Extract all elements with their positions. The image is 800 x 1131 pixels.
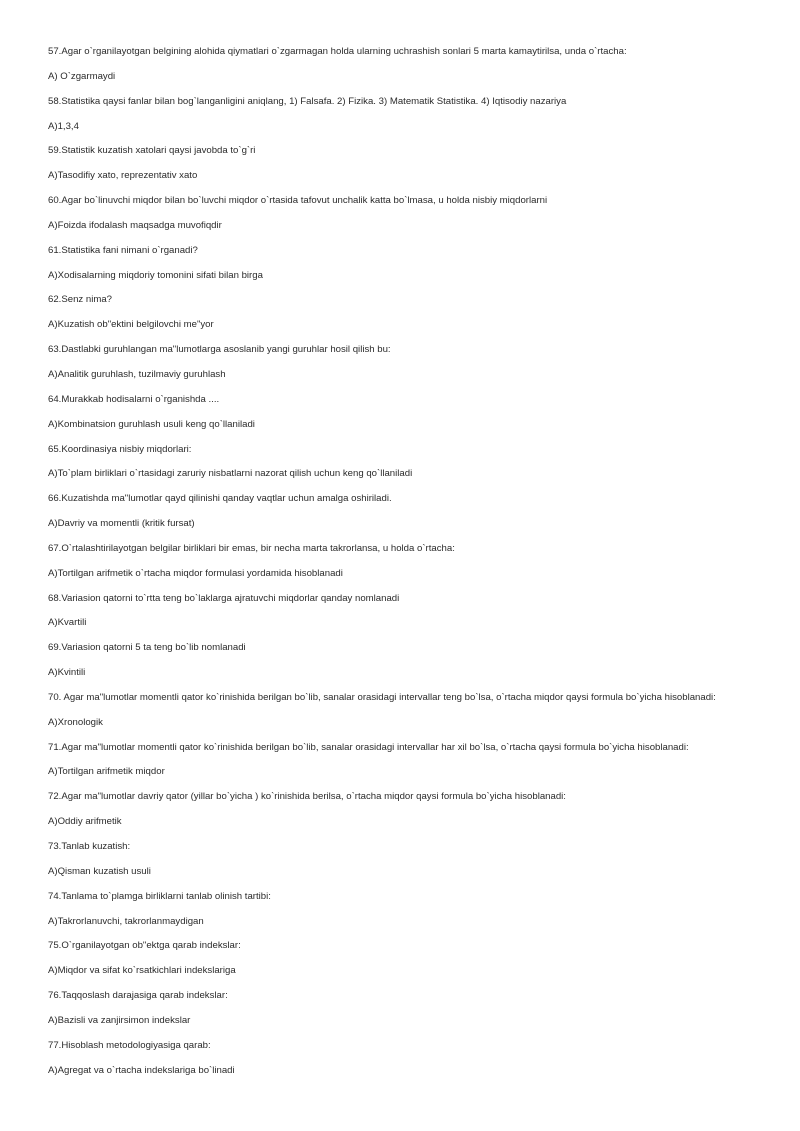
answer-74: A)Takrorlanuvchi, takrorlanmaydigan bbox=[48, 915, 204, 927]
answer-60: A)Foizda ifodalash maqsadga muvofiqdir bbox=[48, 219, 222, 231]
question-58: 58.Statistika qaysi fanlar bilan bog`langanligini aniqlang, 1) Falsafa. 2) Fizika. 3) Matematik Statistika. 4) Iqtisodiy nazariya bbox=[48, 95, 567, 107]
question-73: 73.Tanlab kuzatish: bbox=[48, 841, 131, 852]
question-74: 74.Tanlama to`plamga birliklarni tanlab olinish tartibi: bbox=[48, 890, 271, 902]
answer-72: A)Oddiy arifmetik bbox=[48, 816, 122, 828]
answer-63: A)Analitik guruhlash, tuzilmaviy guruhlash bbox=[48, 368, 226, 380]
answer-71: A)Tortilgan arifmetik miqdor bbox=[48, 766, 165, 778]
question-59: 59.Statistik kuzatish xatolari qaysi javobda to`g`ri bbox=[48, 145, 256, 157]
question-77: 77.Hisoblash metodologiyasiga qarab: bbox=[48, 1039, 211, 1051]
question-66: 66.Kuzatishda ma"lumotlar qayd qilinishi qanday vaqtlar uchun amalga oshiriladi. bbox=[48, 493, 392, 505]
question-70: 70. Agar ma"lumotlar momentli qator ko`rinishida berilgan bo`lib, sanalar orasidagi intervallar teng bo`lsa, o`rtacha miqdor qaysi formula bo`yicha hisoblanadi: bbox=[48, 691, 716, 703]
question-75: 75.O`rganilayotgan ob"ektga qarab indekslar: bbox=[48, 940, 241, 952]
answer-58: A)1,3,4 bbox=[48, 120, 79, 132]
answer-61: A)Xodisalarning miqdoriy tomonini sifati bilan birga bbox=[48, 269, 263, 281]
answer-76: A)Bazisli va zanjirsimon indekslar bbox=[48, 1014, 191, 1026]
answer-70: A)Xronologik bbox=[48, 716, 103, 728]
question-list bbox=[48, 46, 760, 1089]
question-57: 57.Agar o`rganilayotgan belgining alohida qiymatlari o`zgarmagan holda ularning uchrashish sonlari 5 marta kamaytirilsa, unda o`rtacha: bbox=[48, 46, 627, 57]
question-65: 65.Koordinasiya nisbiy miqdorlari: bbox=[48, 443, 192, 455]
question-62: 62.Senz nima? bbox=[48, 294, 112, 306]
question-61: 61.Statistika fani nimani o`rganadi? bbox=[48, 244, 198, 256]
answer-66: A)Davriy va momentli (kritik fursat) bbox=[48, 518, 195, 530]
question-76: 76.Taqqoslash darajasiga qarab indekslar: bbox=[48, 990, 228, 1002]
question-64: 64.Murakkab hodisalarni o`rganishda .... bbox=[48, 393, 220, 405]
question-63: 63.Dastlabki guruhlangan ma"lumotlarga asoslanib yangi guruhlar hosil qilish bu: bbox=[48, 344, 391, 356]
question-72: 72.Agar ma"lumotlar davriy qator (yillar bo`yicha ) ko`rinishida berilsa, o`rtacha miqdor qaysi formula bo`yicha hisoblanadi: bbox=[48, 791, 566, 803]
answer-68: A)Kvartili bbox=[48, 617, 87, 629]
question-60: 60.Agar bo`linuvchi miqdor bilan bo`luvchi miqdor o`rtasida tafovut unchalik katta bo`lmasa, u holda nisbiy miqdorlarni bbox=[48, 195, 548, 207]
question-69: 69.Variasion qatorni 5 ta teng bo`lib nomlanadi bbox=[48, 642, 246, 654]
answer-64: A)Kombinatsion guruhlash usuli keng qo`llaniladi bbox=[48, 418, 255, 430]
question-71: 71.Agar ma"lumotlar momentli qator ko`rinishida berilgan bo`lib, sanalar orasidagi intervallar har xil bo`lsa, o`rtacha qaysi formula bo`yicha hisoblanadi: bbox=[48, 741, 689, 753]
answer-65: A)To`plam birliklari o`rtasidagi zaruriy nisbatlarni nazorat qilish uchun keng qo`llaniladi bbox=[48, 468, 413, 480]
answer-75: A)Miqdor va sifat ko`rsatkichlari indekslariga bbox=[48, 965, 236, 977]
answer-62: A)Kuzatish ob"ektini belgilovchi me"yor bbox=[48, 319, 214, 331]
answer-73: A)Qisman kuzatish usuli bbox=[48, 865, 151, 877]
question-68: 68.Variasion qatorni to`rtta teng bo`laklarga ajratuvchi miqdorlar qanday nomlanadi bbox=[48, 592, 400, 604]
answer-57: A) O`zgarmaydi bbox=[48, 70, 116, 82]
answer-77: A)Agregat va o`rtacha indekslariga bo`linadi bbox=[48, 1064, 235, 1076]
answer-67: A)Tortilgan arifmetik o`rtacha miqdor formulasi yordamida hisoblanadi bbox=[48, 567, 343, 579]
answer-59: A)Tasodifiy xato, reprezentativ xato bbox=[48, 170, 198, 182]
answer-69: A)Kvintili bbox=[48, 667, 86, 679]
question-67: 67.O`rtalashtirilayotgan belgilar birliklari bir emas, bir necha marta takrorlansa, u holda o`rtacha: bbox=[48, 542, 455, 554]
